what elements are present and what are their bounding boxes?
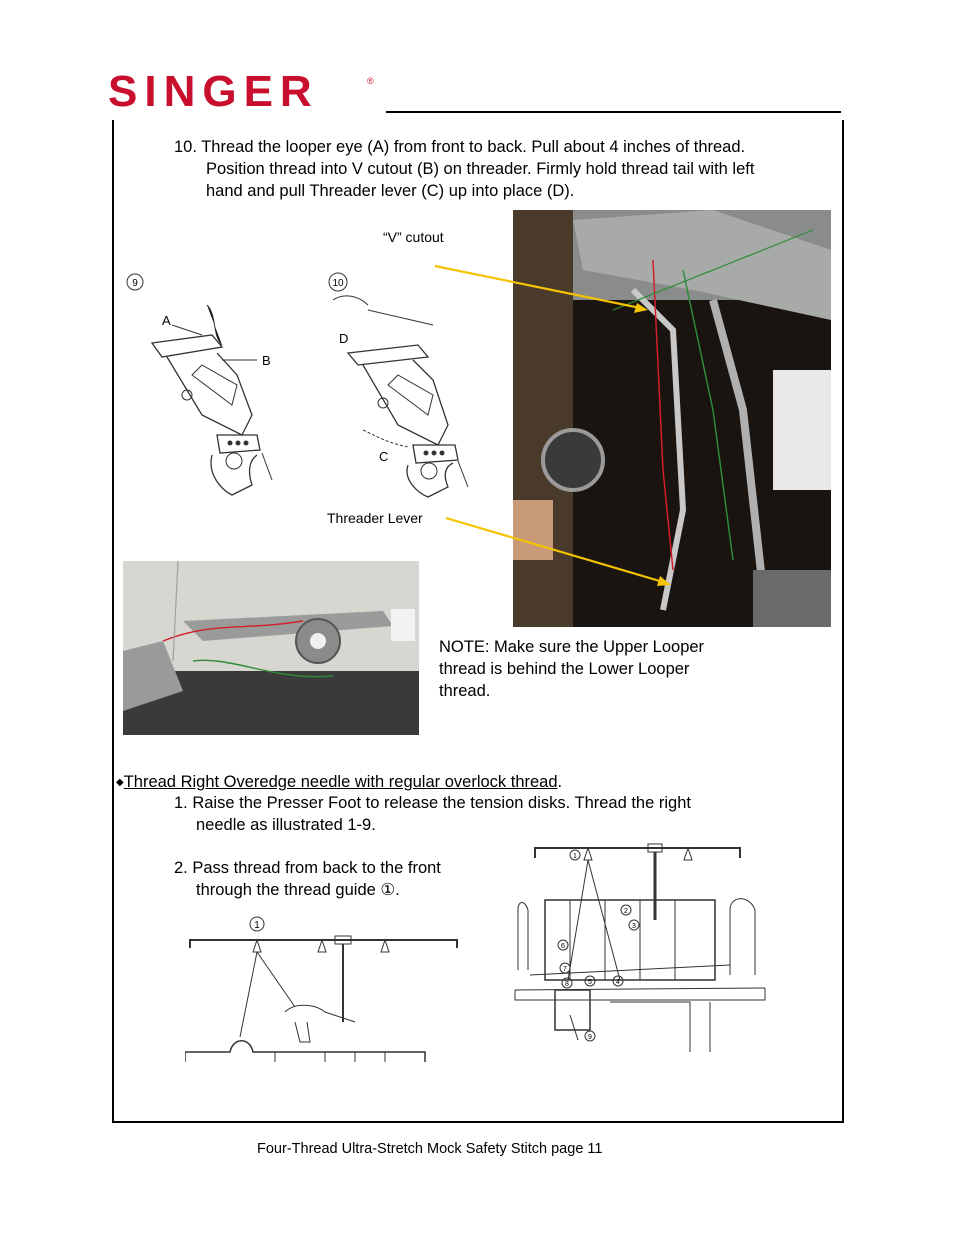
figure-10-number: 10 xyxy=(332,278,344,289)
threader-lever-photo xyxy=(123,561,419,735)
diagram-number-5: 5 xyxy=(588,979,592,986)
diagram-number-2: 2 xyxy=(624,908,628,915)
diamond-bullet-icon: ◆ xyxy=(116,777,124,788)
step-1-text xyxy=(174,792,691,836)
step-1-line-1: 1. Raise the Presser Foot to release the tension disks. Thread the right xyxy=(174,794,691,812)
thread-guide-diagram xyxy=(185,912,465,1067)
label-c: C xyxy=(379,449,389,464)
step-10-line-1: 10. Thread the looper eye (A) from front to back. Pull about 4 inches of thread. xyxy=(174,138,746,156)
step-1-line-2: needle as illustrated 1-9. xyxy=(196,816,376,834)
figure-9-number: 9 xyxy=(132,278,138,289)
guide-number-1: 1 xyxy=(254,920,260,931)
diagram-number-8: 8 xyxy=(565,981,569,988)
page-footer: Four-Thread Ultra-Stretch Mock Safety Stitch page 11 xyxy=(257,1141,603,1157)
note-line-3: thread. xyxy=(439,682,491,700)
section-title-period: . xyxy=(557,773,563,791)
step-10-line-2: Position thread into V cutout (B) on threader. Firmly hold thread tail with left xyxy=(206,160,755,178)
section-heading xyxy=(116,771,562,794)
section-title: Thread Right Overedge needle with regular overlock thread xyxy=(123,773,558,791)
diagram-number-9: 9 xyxy=(588,1034,592,1041)
label-a: A xyxy=(162,313,171,328)
diagram-number-6: 6 xyxy=(561,943,565,950)
step-2-line-1: 2. Pass thread from back to the front xyxy=(174,859,441,877)
note-line-1: NOTE: Make sure the Upper Looper xyxy=(439,638,705,656)
singer-logo: SINGER xyxy=(108,67,319,116)
diagram-number-3: 3 xyxy=(632,923,636,930)
diagram-number-4: 4 xyxy=(616,979,620,986)
step-10-line-3: hand and pull Threader lever (C) up into place (D). xyxy=(206,182,575,200)
threader-lever-label: Threader Lever xyxy=(327,510,423,526)
note-text xyxy=(439,636,769,702)
registered-mark: ® xyxy=(367,76,374,86)
v-cutout-label: “V” cutout xyxy=(383,229,444,245)
diagram-number-7: 7 xyxy=(563,966,567,973)
diagram-number-1: 1 xyxy=(573,853,577,860)
label-d: D xyxy=(339,331,349,346)
overlock-threading-diagram xyxy=(510,840,772,1065)
step-2-line-2: through the thread guide ①. xyxy=(196,881,400,899)
label-b: B xyxy=(262,353,271,368)
step-2-text xyxy=(174,857,441,901)
note-line-2: thread is behind the Lower Looper xyxy=(439,660,690,678)
